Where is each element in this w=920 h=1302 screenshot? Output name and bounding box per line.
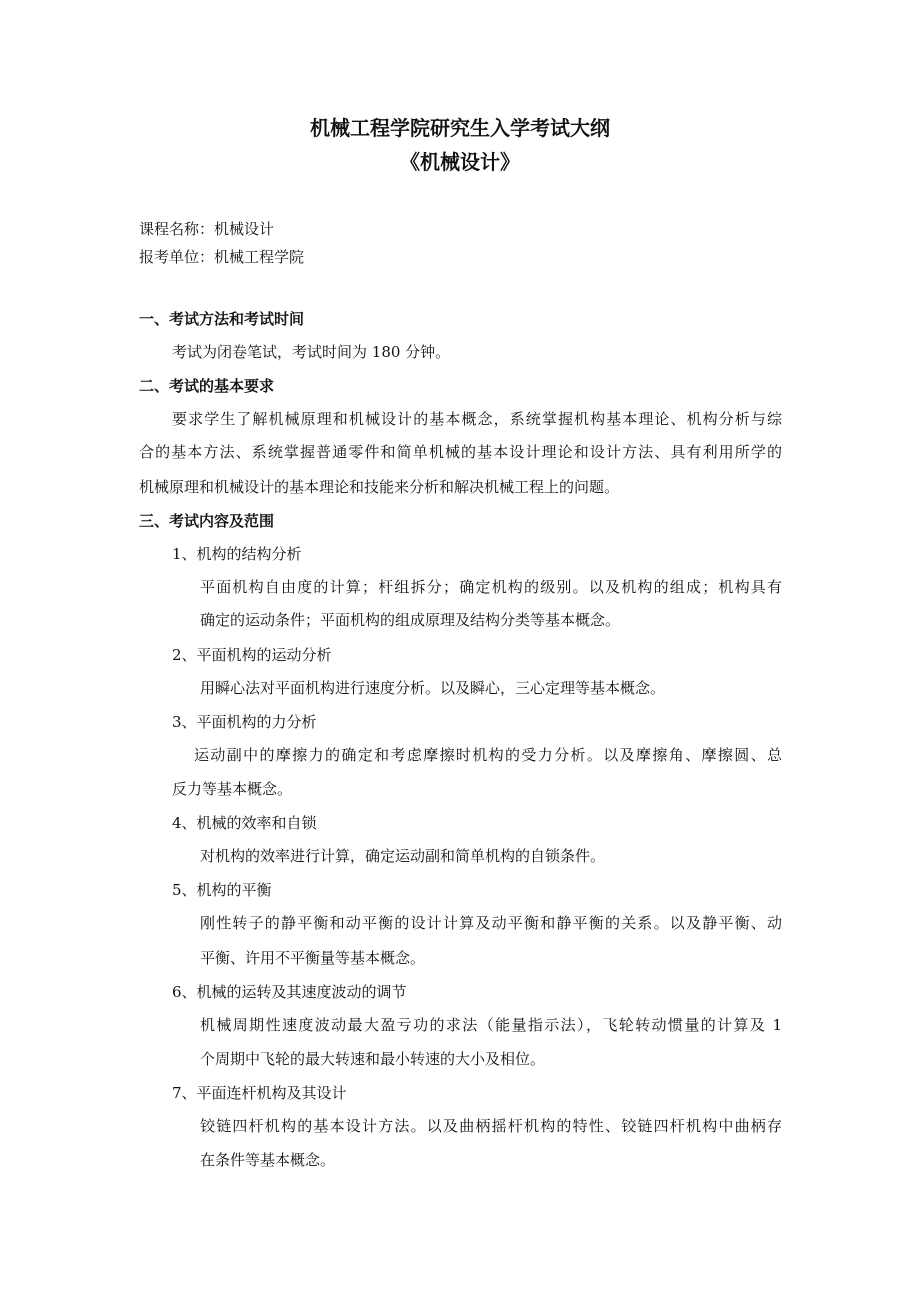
document-title: 机械工程学院研究生入学考试大纲 <box>310 116 610 140</box>
item-2-line-1: 用瞬心法对平面机构进行速度分析。以及瞬心，三心定理等基本概念。 <box>200 679 666 697</box>
item-6-line-1: 机械周期性速度波动最大盈亏功的求法（能量指示法），飞轮转动惯量的计算及 1 <box>200 1016 782 1034</box>
section-2-heading: 二、考试的基本要求 <box>139 377 275 395</box>
item-5-title: 5、机构的平衡 <box>172 881 272 899</box>
item-2-title: 2、平面机构的运动分析 <box>172 646 332 664</box>
item-6-title: 6、机械的运转及其速度波动的调节 <box>172 983 407 1001</box>
exam-unit: 报考单位：机械工程学院 <box>139 248 305 266</box>
item-1-title: 1、机构的结构分析 <box>172 545 302 563</box>
item-4-title: 4、机械的效率和自锁 <box>172 814 317 832</box>
section-1-heading: 一、考试方法和考试时间 <box>139 310 305 328</box>
item-7-line-1: 铰链四杆机构的基本设计方法。以及曲柄摇杆机构的特性、铰链四杆机构中曲柄存 <box>200 1117 782 1135</box>
item-4-line-1: 对机构的效率进行计算，确定运动副和简单机构的自锁条件。 <box>200 847 606 865</box>
section-1-body: 考试为闭卷笔试，考试时间为 180 分钟。 <box>172 343 451 361</box>
section-2-line-2: 合的基本方法、系统掌握普通零件和简单机械的基本设计理论和设计方法、具有利用所学的 <box>139 443 782 461</box>
section-2-line-1: 要求学生了解机械原理和机械设计的基本概念，系统掌握机构基本理论、机构分析与综 <box>172 410 782 428</box>
item-1-line-1: 平面机构自由度的计算；杆组拆分；确定机构的级别。以及机构的组成；机构具有 <box>200 578 782 596</box>
item-1-line-2: 确定的运动条件；平面机构的组成原理及结构分类等基本概念。 <box>200 611 621 629</box>
document-subtitle: 《机械设计》 <box>400 150 520 174</box>
section-3-heading: 三、考试内容及范围 <box>139 512 275 530</box>
item-3-title: 3、平面机构的力分析 <box>172 713 317 731</box>
item-7-line-2: 在条件等基本概念。 <box>200 1151 336 1169</box>
item-5-line-1: 刚性转子的静平衡和动平衡的设计计算及动平衡和静平衡的关系。以及静平衡、动 <box>200 914 782 932</box>
item-6-line-2: 个周期中飞轮的最大转速和最小转速的大小及相位。 <box>200 1050 546 1068</box>
item-3-line-2: 反力等基本概念。 <box>172 780 293 798</box>
course-name: 课程名称：机械设计 <box>139 220 275 238</box>
section-2-line-3: 机械原理和机械设计的基本理论和技能来分析和解决机械工程上的问题。 <box>139 478 620 496</box>
item-3-line-1: 运动副中的摩擦力的确定和考虑摩擦时机构的受力分析。以及摩擦角、摩擦圆、总 <box>194 746 782 764</box>
item-7-title: 7、平面连杆机构及其设计 <box>172 1084 347 1102</box>
item-5-line-2: 平衡、许用不平衡量等基本概念。 <box>200 949 426 967</box>
